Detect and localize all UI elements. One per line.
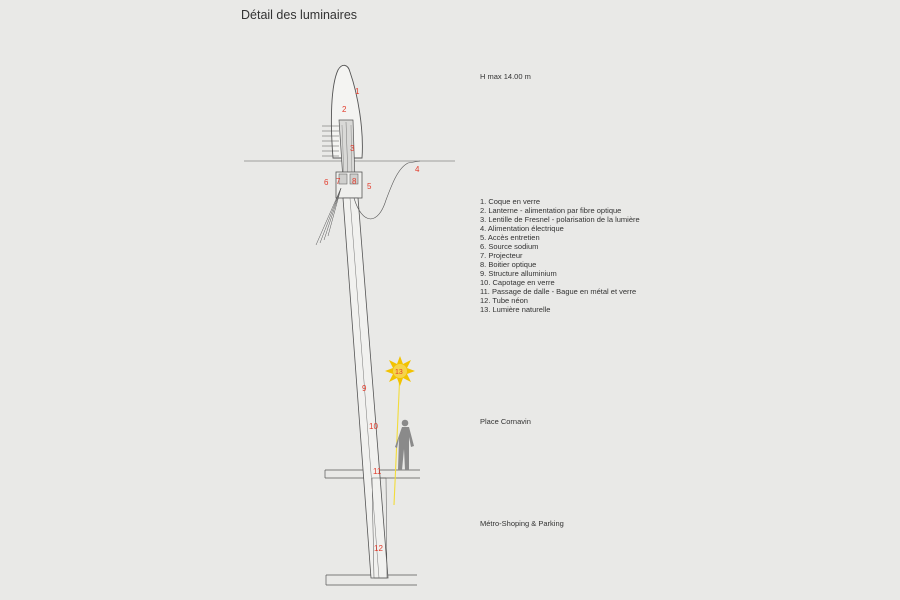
legend-item: 11. Passage de dalle - Bague en métal et verre — [480, 287, 637, 296]
sodium-beams — [316, 188, 341, 245]
callout-4: 4 — [415, 165, 420, 174]
height-label: H max 14.00 m — [480, 72, 531, 81]
callout-10: 10 — [369, 422, 378, 431]
callout-3: 3 — [350, 144, 355, 153]
page-title: Détail des luminaires — [241, 8, 358, 22]
legend-item: 8. Boitier optique — [480, 260, 537, 269]
legend-item: 13. Lumière naturelle — [480, 305, 551, 314]
legend-item: 2. Lanterne - alimentation par fibre optique — [480, 206, 622, 215]
legend-item: 1. Coque en verre — [480, 197, 541, 206]
callout-5: 5 — [367, 182, 372, 191]
callout-7: 7 — [336, 177, 341, 186]
callout-9: 9 — [362, 384, 367, 393]
power-cable — [354, 161, 420, 219]
callout-6: 6 — [324, 178, 329, 187]
callout-8: 8 — [352, 177, 357, 186]
callout-1: 1 — [355, 87, 360, 96]
callout-12: 12 — [374, 544, 383, 553]
callout-11: 11 — [373, 467, 382, 476]
ground-level-label: Place Cornavin — [480, 417, 531, 426]
callout-13: 13 — [395, 369, 403, 376]
legend-item: 5. Accès entretien — [480, 233, 540, 242]
legend-item: 6. Source sodium — [480, 242, 539, 251]
legend-item: 10. Capotage en verre — [480, 278, 555, 287]
legend-item: 4. Alimentation électrique — [480, 224, 564, 233]
legend-item: 9. Structure alluminium — [480, 269, 557, 278]
legend-item: 7. Projecteur — [480, 251, 523, 260]
callout-2: 2 — [342, 105, 347, 114]
legend-item: 12. Tube néon — [480, 296, 528, 305]
legend-item: 3. Lentille de Fresnel - polarisation de la lumière — [480, 215, 640, 224]
underground-level-label: Métro-Shoping & Parking — [480, 519, 564, 528]
